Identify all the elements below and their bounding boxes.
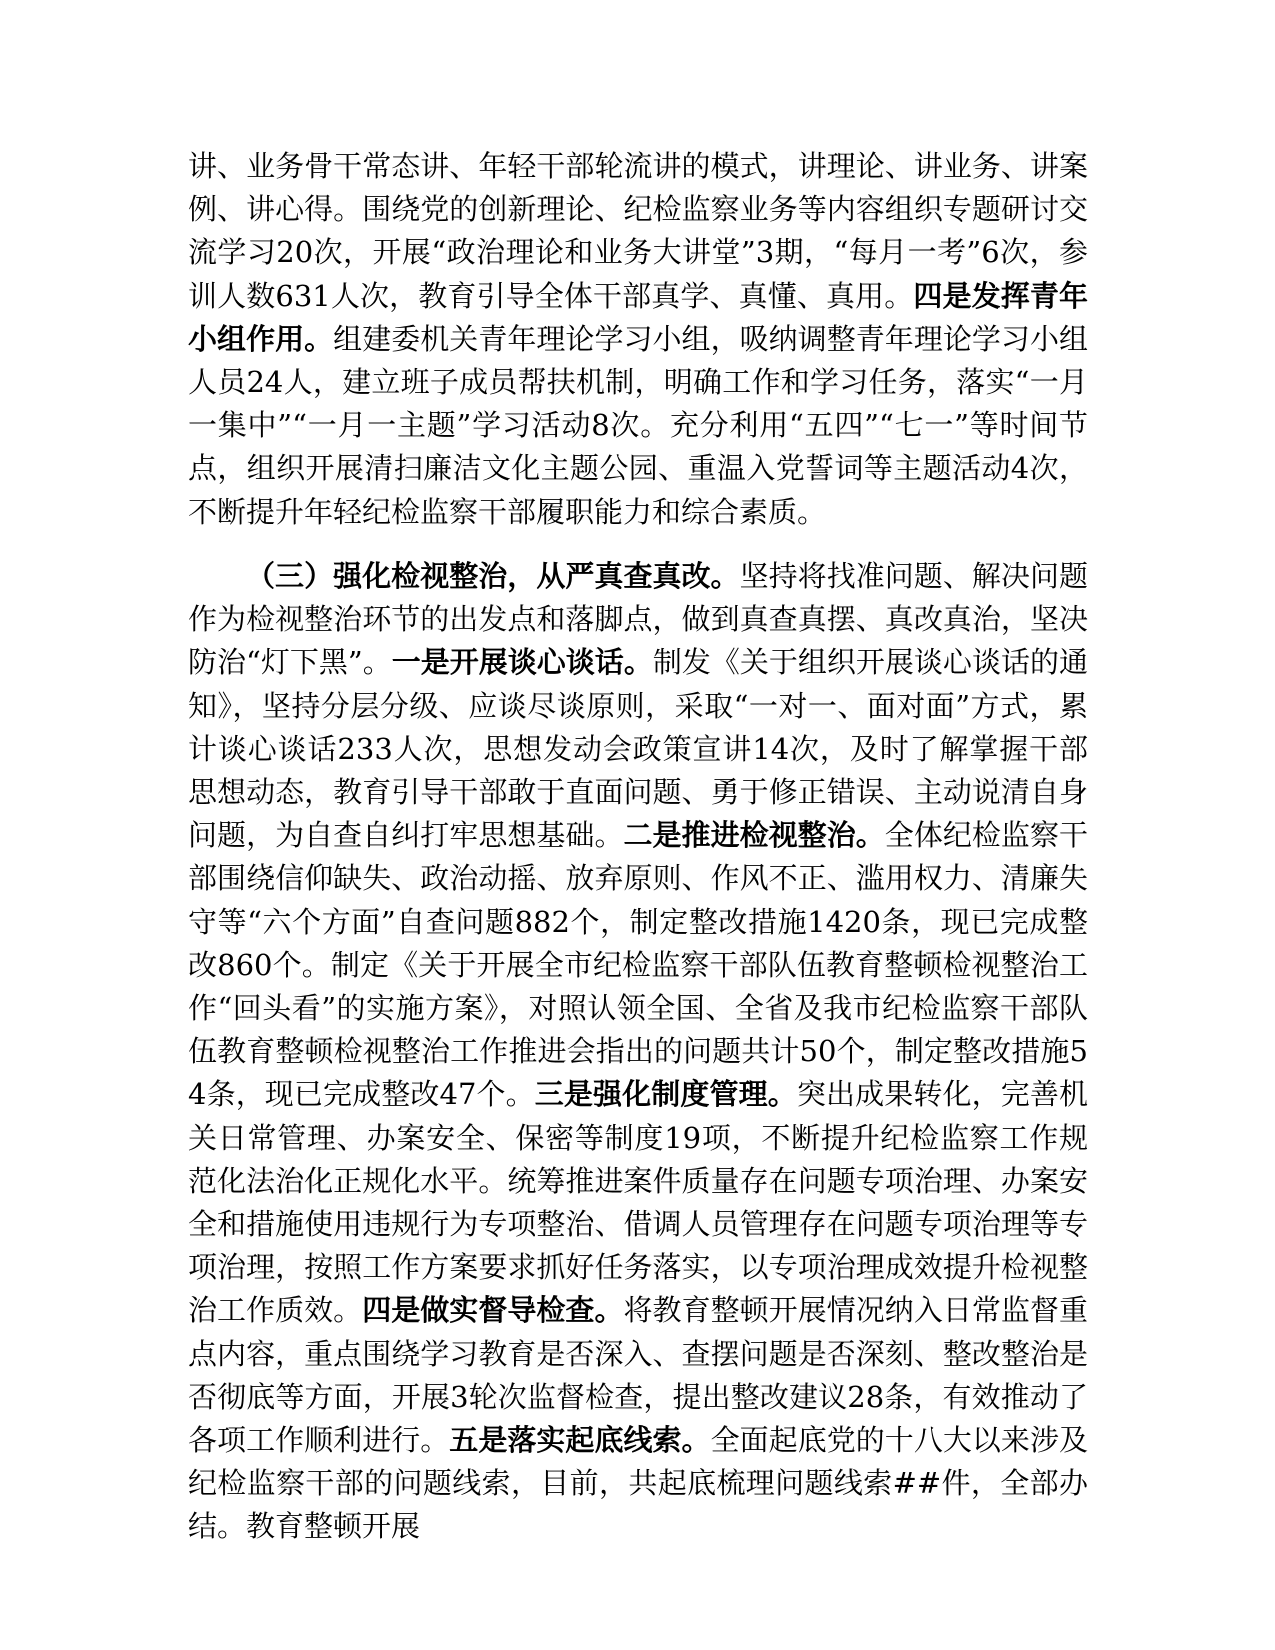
bold-heading-four: 四是发挥青年小组作用。 [188, 278, 1088, 356]
text-segment: 将教育整顿开展情况纳入日常监督重点内容，重点围绕学习教育是否深入、查摆问题是否深刻、整改整治是否彻底等方面，开展3轮次监督检查，提出整改建议28条，有效推动了各项工作顺利进行。 [188, 1293, 1088, 1458]
text-segment: 组建委机关青年理论学习小组，吸纳调整青年理论学习小组人员24人，建立班子成员帮扶机制，明确工作和学习任务，落实“一月一集中”“一月一主题”学习活动8次。充分利用“五四”“七一”等时间节点，组织开展清扫廉洁文化主题公园、重温入党誓词等主题活动4次，不断提升年轻纪检监察干部履职能力和综合素质。 [188, 321, 1088, 529]
text-segment: 坚持将找准问题、解决问题作为检视整治环节的出发点和落脚点，做到真查真摆、真改真治，坚决防治“灯下黑”。 [188, 559, 1088, 680]
bold-heading-five: 五是落实起底线索。 [449, 1423, 711, 1458]
paragraph-youth-group [188, 145, 1088, 534]
section-heading: （三）强化检视整治，从严真查真改。 [246, 559, 740, 593]
text-segment: 全体纪检监察干部围绕信仰缺失、政治动摇、放弃原则、作风不正、滥用权力、清廉失守等“六个方面”自查问题882个，制定整改措施1420条，现已完成整改860个。制定《关于开展全市纪检监察干部队伍教育整顿检视整治工作“回头看”的实施方案》，对照认领全国、全省及我市纪检监察干部队伍教育整顿检视整治工作推进会指出的问题共计50个，制定整改措施54条，现已完成整改47个。 [188, 818, 1088, 1112]
text-segment: 讲、业务骨干常态讲、年轻干部轮流讲的模式，讲理论、讲业务、讲案例、讲心得。围绕党的创新理论、纪检监察业务等内容组织专题研讨交流学习20次，开展“政治理论和业务大讲堂”3期，“每月一考”6次，参训人数631人次，教育引导全体干部真学、真懂、真用。 [188, 149, 1088, 313]
paragraph-section-three [188, 555, 1088, 1549]
bold-heading-three: 三是强化制度管理。 [534, 1077, 797, 1112]
bold-heading-two: 二是推进检视整治。 [623, 818, 885, 853]
text-segment: 全面起底党的十八大以来涉及纪检监察干部的问题线索，目前，共起底梳理问题线索##件，全部办结。教育整顿开展 [188, 1423, 1088, 1544]
text-segment: 制发《关于组织开展谈心谈话的通知》，坚持分层分级、应谈尽谈原则，采取“一对一、面对面”方式，累计谈心谈话233人次，思想发动会政策宣讲14次，及时了解掌握干部思想动态，教育引导干部敢于直面问题、勇于修正错误、主动说清自身问题，为自查自纠打牢思想基础。 [188, 645, 1088, 853]
text-segment: 突出成果转化，完善机关日常管理、办案安全、保密等制度19项，不断提升纪检监察工作规范化法治化正规化水平。统筹推进案件质量存在问题专项治理、办案安全和措施使用违规行为专项整治、借调人员管理存在问题专项治理等专项治理，按照工作方案要求抓好任务落实，以专项治理成效提升检视整治工作质效。 [188, 1077, 1088, 1328]
bold-heading-one: 一是开展谈心谈话。 [391, 645, 653, 680]
bold-heading-four: 四是做实督导检查。 [362, 1293, 624, 1328]
